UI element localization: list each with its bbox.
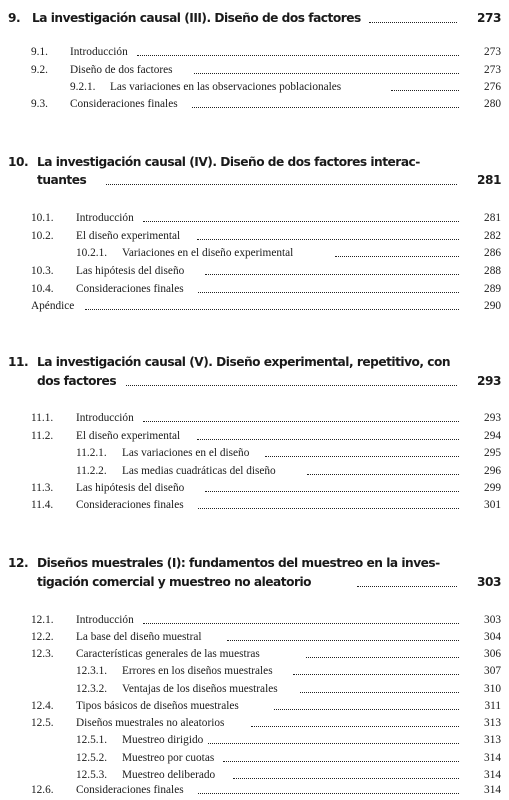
dot-leader [143, 421, 459, 422]
section-title: Diseño de dos factores [70, 64, 173, 76]
chapter-heading [0, 555, 509, 571]
section-number: 9.2. [31, 64, 48, 76]
section-title: Muestreo deliberado [122, 769, 216, 781]
section-number: 12.5.1. [76, 734, 108, 746]
page-number: 301 [484, 499, 501, 511]
dot-leader [265, 456, 459, 457]
chapter-title: La investigación causal (III). Diseño de dos factores [32, 11, 361, 25]
section-number: 12.3. [31, 648, 54, 660]
page-number: 295 [484, 447, 501, 459]
section-title: El diseño experimental [76, 430, 181, 442]
section-number: 10.4. [31, 283, 54, 295]
dot-leader [335, 256, 459, 257]
page-number: 299 [484, 482, 501, 494]
page-number: 290 [484, 300, 501, 312]
toc-entry [0, 281, 509, 297]
dot-leader [197, 239, 459, 240]
chapter-title: Diseños muestrales (I): fundamentos del muestreo en la inves- [37, 556, 440, 570]
chapter-number: 9. [8, 11, 21, 25]
section-title: Las variaciones en el diseño [122, 447, 250, 459]
dot-leader [192, 107, 459, 108]
toc-entry [0, 263, 509, 279]
page-number: 311 [484, 700, 501, 712]
section-number: 12.4. [31, 700, 54, 712]
dot-leader [197, 439, 459, 440]
toc-entry [0, 96, 509, 112]
page-number: 273 [484, 64, 501, 76]
section-title: Introducción [76, 412, 134, 424]
dot-leader [205, 491, 459, 492]
page-number: 273 [484, 46, 501, 58]
section-title: Errores en los diseños muestrales [122, 665, 273, 677]
dot-leader [137, 55, 459, 56]
page-number: 294 [484, 430, 501, 442]
dot-leader [198, 292, 459, 293]
section-number: 12.3.2. [76, 683, 108, 695]
toc-entry [0, 681, 509, 697]
dot-leader [126, 385, 457, 386]
dot-leader [357, 586, 457, 587]
section-title: El diseño experimental [76, 230, 181, 242]
dot-leader [194, 73, 459, 74]
dot-leader [369, 22, 457, 23]
chapter-number: 10. [8, 155, 29, 169]
page-number: 314 [484, 752, 501, 764]
chapter-number: 12. [8, 556, 29, 570]
section-title: Variaciones en el diseño experimental [122, 247, 294, 259]
toc-entry [0, 767, 509, 783]
section-number: 12.6. [31, 784, 54, 796]
section-title: Características generales de las muestras [76, 648, 260, 660]
toc-entry [0, 428, 509, 444]
toc-entry [0, 245, 509, 261]
dot-leader [307, 474, 459, 475]
section-number: 12.5.2. [76, 752, 108, 764]
toc-entry [0, 298, 509, 314]
page-number: 282 [484, 230, 501, 242]
toc-entry [0, 782, 509, 798]
section-title: Consideraciones finales [70, 98, 178, 110]
dot-leader [143, 623, 459, 624]
page-number: 306 [484, 648, 501, 660]
page-number: 296 [484, 465, 501, 477]
chapter-heading-continued [0, 574, 509, 590]
section-number: 11.2. [31, 430, 54, 442]
section-title: Consideraciones finales [76, 499, 184, 511]
section-number: 11.2.1. [76, 447, 107, 459]
chapter-number: 11. [8, 355, 29, 369]
toc-entry [0, 44, 509, 60]
section-number: 11.1. [31, 412, 54, 424]
page-number: 280 [484, 98, 501, 110]
dot-leader [208, 743, 459, 744]
section-number: 10.2.1. [76, 247, 108, 259]
section-number: 10.2. [31, 230, 54, 242]
toc-entry [0, 480, 509, 496]
section-number: 12.1. [31, 614, 54, 626]
toc-entry [0, 445, 509, 461]
section-number: 11.3. [31, 482, 54, 494]
page-number: 304 [484, 631, 501, 643]
toc-entry [0, 732, 509, 748]
page-number: 314 [484, 769, 501, 781]
page-number: 281 [477, 173, 501, 187]
page-number: 313 [484, 734, 501, 746]
section-title: Introducción [76, 614, 134, 626]
chapter-heading [0, 354, 509, 370]
toc-entry [0, 463, 509, 479]
toc-entry [0, 228, 509, 244]
chapter-title-continued: tigación comercial y muestreo no aleatorio [37, 575, 312, 589]
section-number: 9.1. [31, 46, 48, 58]
page-number: 293 [484, 412, 501, 424]
section-number: 12.2. [31, 631, 54, 643]
chapter-heading-continued [0, 373, 509, 389]
dot-leader [227, 640, 459, 641]
page-number: 288 [484, 265, 501, 277]
section-number: 12.5. [31, 717, 54, 729]
section-number: 9.2.1. [70, 81, 96, 93]
dot-leader [205, 274, 459, 275]
toc-entry [0, 663, 509, 679]
page-number: 310 [484, 683, 501, 695]
section-title: Tipos básicos de diseños muestrales [76, 700, 239, 712]
section-title: Consideraciones finales [76, 784, 184, 796]
section-number: 11.4. [31, 499, 54, 511]
page-number: 307 [484, 665, 501, 677]
section-number: 10.3. [31, 265, 54, 277]
page-number: 293 [477, 374, 501, 388]
toc-entry [0, 646, 509, 662]
chapter-heading-continued [0, 172, 509, 188]
dot-leader [274, 709, 459, 710]
chapter-title: La investigación causal (IV). Diseño de dos factores interac- [37, 155, 420, 169]
section-number: 9.3. [31, 98, 48, 110]
chapter-heading [0, 10, 509, 26]
dot-leader [300, 692, 459, 693]
page-number: 303 [484, 614, 501, 626]
section-number: 12.5.3. [76, 769, 108, 781]
section-title: La base del diseño muestral [76, 631, 202, 643]
section-title: Muestreo dirigido [122, 734, 204, 746]
dot-leader [391, 90, 459, 91]
page-number: 276 [484, 81, 501, 93]
toc-entry [0, 612, 509, 628]
toc-entry [0, 410, 509, 426]
chapter-title-continued: dos factores [37, 374, 117, 388]
section-title: Ventajas de los diseños muestrales [122, 683, 278, 695]
dot-leader [106, 184, 457, 185]
toc-entry [0, 698, 509, 714]
page-number: 286 [484, 247, 501, 259]
section-number: 10.1. [31, 212, 54, 224]
dot-leader [85, 309, 459, 310]
page-number: 273 [477, 11, 501, 25]
section-title: Las hipótesis del diseño [76, 482, 185, 494]
toc-entry [0, 79, 509, 95]
section-title: Las medias cuadráticas del diseño [122, 465, 276, 477]
dot-leader [143, 221, 459, 222]
toc-entry [0, 497, 509, 513]
page-number: 314 [484, 784, 501, 796]
dot-leader [198, 508, 459, 509]
toc-entry [0, 750, 509, 766]
page-number: 303 [477, 575, 501, 589]
toc-entry [0, 715, 509, 731]
dot-leader [233, 778, 459, 779]
chapter-heading [0, 154, 509, 170]
dot-leader [223, 761, 459, 762]
section-number: 12.3.1. [76, 665, 108, 677]
section-title: Las variaciones en las observaciones poblacionales [110, 81, 342, 93]
section-title: Consideraciones finales [76, 283, 184, 295]
section-number: 11.2.2. [76, 465, 107, 477]
dot-leader [198, 793, 459, 794]
dot-leader [306, 657, 459, 658]
section-title: Apéndice [31, 300, 75, 312]
section-title: Las hipótesis del diseño [76, 265, 185, 277]
page-number: 289 [484, 283, 501, 295]
dot-leader [293, 674, 459, 675]
page-number: 281 [484, 212, 501, 224]
chapter-title-continued: tuantes [37, 173, 87, 187]
section-title: Introducción [76, 212, 134, 224]
toc-entry [0, 210, 509, 226]
section-title: Introducción [70, 46, 128, 58]
toc-entry [0, 629, 509, 645]
dot-leader [251, 726, 459, 727]
chapter-title: La investigación causal (V). Diseño experimental, repetitivo, con [37, 355, 451, 369]
page-number: 313 [484, 717, 501, 729]
toc-entry [0, 62, 509, 78]
section-title: Diseños muestrales no aleatorios [76, 717, 225, 729]
section-title: Muestreo por cuotas [122, 752, 215, 764]
